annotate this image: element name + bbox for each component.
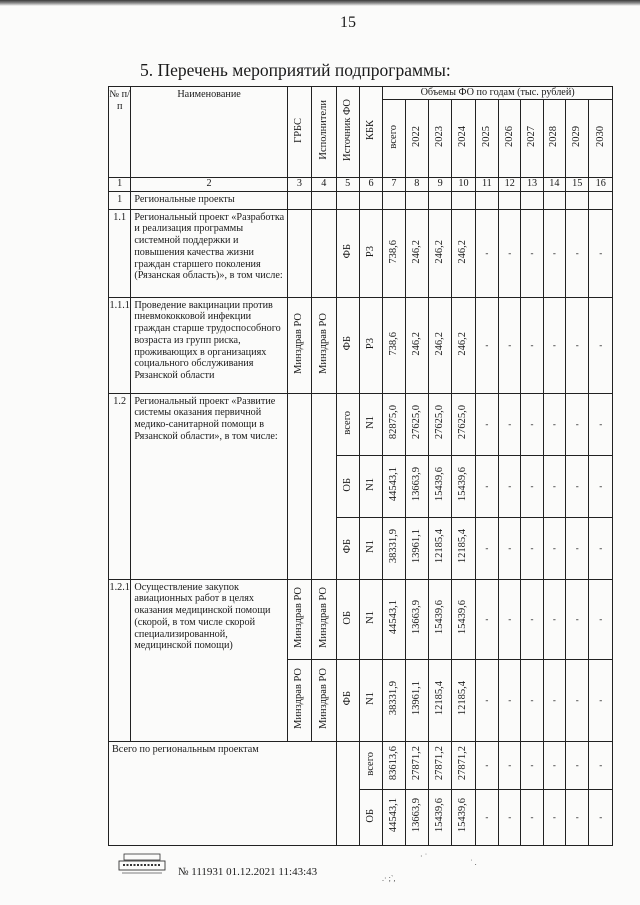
header-year: 2030 [594,125,606,147]
table-row [109,209,613,297]
empty-value: - [499,297,521,393]
value-2023: 15439,6 [434,600,446,635]
registry-stamp-icon [118,852,166,876]
table-row-total [109,741,613,789]
table-row [109,297,613,393]
empty-value: - [521,297,543,393]
grbs-cell: Минздрав РО [293,586,305,648]
empty-value: - [499,579,521,659]
col-number: 14 [543,177,565,191]
col-number: 5 [336,177,359,191]
value-total: 38331,9 [387,681,399,716]
table-row [109,579,613,659]
empty-value: - [499,741,521,789]
empty-value: - [589,741,613,789]
total-label: Всего по региональным проектам [109,741,337,845]
col-number: 1 [109,177,131,191]
value-2023: 246,2 [434,331,446,356]
scan-noise: ˙ . [470,858,477,867]
value-2024: 12185,4 [457,529,469,564]
empty-value: - [475,297,498,393]
value-2024: 12185,4 [457,681,469,716]
source-cell: всего [341,410,353,435]
empty-value: - [499,789,521,845]
empty-value: - [521,789,543,845]
col-number: 12 [499,177,521,191]
header-ispolniteli: Исполнители [317,100,329,160]
col-number: 2 [131,177,287,191]
header-year: 2028 [548,125,560,147]
empty-value: - [589,297,613,393]
empty-value: - [566,455,589,517]
empty-value: - [566,789,589,845]
empty-value: - [521,455,543,517]
value-total: 83613,6 [387,746,399,781]
row-number: 1.2 [109,393,131,579]
measures-table [108,86,613,846]
value-total: 44543,1 [387,600,399,635]
empty-value: - [543,659,565,741]
col-number: 6 [359,177,382,191]
col-number: 3 [287,177,311,191]
value-total: 738,6 [387,239,399,264]
empty-value: - [589,455,613,517]
empty-value: - [521,517,543,579]
empty-value: - [521,209,543,297]
empty-value: - [589,579,613,659]
source-cell: ОБ [341,610,353,625]
document-registration-number: № 111931 01.12.2021 11:43:43 [178,866,318,878]
empty-value: - [566,741,589,789]
col-number: 13 [521,177,543,191]
header-year: 2024 [457,125,469,147]
empty-value: - [499,517,521,579]
value-2024: 246,2 [457,331,469,356]
source-cell: ФБ [341,244,353,259]
value-total: 44543,1 [387,798,399,833]
table-row [109,393,613,455]
kbk-cell: N1 [365,539,377,553]
kbk-cell: P3 [365,337,377,349]
kbk-cell: N1 [365,477,377,491]
value-2022: 246,2 [410,239,422,264]
header-grbs: ГРБС [293,117,305,143]
empty-value: - [521,741,543,789]
value-2024: 27871,2 [457,746,469,781]
value-total: 44543,1 [387,467,399,502]
col-number: 10 [452,177,475,191]
empty-value: - [543,393,565,455]
header-year: 2029 [571,125,583,147]
empty-value: - [543,517,565,579]
empty-value: - [589,659,613,741]
value-2023: 15439,6 [434,467,446,502]
row-number: 1 [109,191,131,209]
empty-value: - [475,741,498,789]
header-year: 2025 [480,125,492,147]
value-2024: 15439,6 [457,467,469,502]
empty-value: - [543,741,565,789]
grbs-cell: Минздрав РО [293,312,305,374]
empty-value: - [566,579,589,659]
header-kbk: КБК [365,119,377,141]
kbk-cell: N1 [365,691,377,705]
empty-value: - [543,297,565,393]
page-number: 15 [340,14,356,31]
empty-value: - [566,517,589,579]
value-2024: 15439,6 [457,798,469,833]
value-2024: 27625,0 [457,405,469,440]
header-volumes: Объемы ФО по годам (тыс. рублей) [383,87,613,100]
source-cell: ОБ [365,808,377,823]
header-year: 2026 [503,125,515,147]
scan-top-edge [0,0,640,6]
empty-value: - [499,393,521,455]
value-2022: 13663,9 [410,467,422,502]
grbs-cell: Минздрав РО [293,667,305,729]
empty-value: - [521,659,543,741]
empty-value: - [566,659,589,741]
value-2022: 13961,1 [410,529,422,564]
empty-value: - [589,517,613,579]
source-cell: ФБ [341,336,353,351]
ispolnitel-cell: Минздрав РО [317,667,329,729]
value-2023: 12185,4 [434,681,446,716]
section-title: 5. Перечень мероприятий подпрограммы: [140,60,451,80]
empty-value: - [475,579,498,659]
column-numbers-row [109,177,613,191]
value-2022: 27625,0 [410,405,422,440]
row-number: 1.2.1 [109,579,131,741]
table-row [109,191,613,209]
value-2023: 12185,4 [434,529,446,564]
col-number: 16 [589,177,613,191]
header-no: № п/п [109,87,131,178]
value-2023: 27625,0 [434,405,446,440]
value-2022: 13663,9 [410,600,422,635]
col-number: 8 [405,177,428,191]
scan-noise: .· ;ˋ, [382,874,396,883]
empty-value: - [543,455,565,517]
header-name: Наименование [131,87,287,178]
value-total: 82875,0 [387,405,399,440]
ispolnitel-cell: Минздрав РО [317,586,329,648]
empty-value: - [589,393,613,455]
empty-value: - [475,209,498,297]
empty-value: - [543,209,565,297]
row-name: Региональные проекты [131,191,287,209]
empty-value: - [566,297,589,393]
kbk-cell: P3 [365,245,377,257]
value-2023: 15439,6 [434,798,446,833]
row-number: 1.1.1 [109,297,131,393]
empty-value: - [521,579,543,659]
header-row [109,87,613,100]
empty-value: - [475,393,498,455]
col-number: 11 [475,177,498,191]
source-cell: ФБ [341,691,353,706]
empty-value: - [475,659,498,741]
empty-value: - [475,517,498,579]
empty-value: - [566,209,589,297]
header-year: 2027 [526,125,538,147]
value-2022: 13961,1 [410,681,422,716]
row-name: Региональный проект «Разработка и реализация программы системной поддержки и повышения качества жизни граждан старшего поколения (Рязанская область)», в том числе: [131,209,287,297]
empty-value: - [499,455,521,517]
empty-value: - [475,789,498,845]
source-cell: ОБ [341,477,353,492]
value-total: 738,6 [387,331,399,356]
value-2023: 27871,2 [434,746,446,781]
col-number: 15 [566,177,589,191]
empty-value: - [499,209,521,297]
empty-value: - [543,579,565,659]
col-number: 7 [383,177,405,191]
value-2022: 246,2 [410,331,422,356]
col-number: 4 [312,177,336,191]
header-year: 2023 [434,125,446,147]
source-cell: ФБ [341,539,353,554]
value-2023: 246,2 [434,239,446,264]
value-2024: 246,2 [457,239,469,264]
empty-value: - [589,789,613,845]
empty-value: - [521,393,543,455]
ispolnitel-cell: Минздрав РО [317,312,329,374]
kbk-cell: N1 [365,610,377,624]
source-cell: всего [365,751,377,776]
row-name: Осуществление закупок авиационных работ в целях оказания медицинской помощи (скорой, в том числе скорой специализированной, медицинской помощи) [131,579,287,741]
scan-noise: · ˙ [420,852,428,861]
header-total: всего [387,124,399,149]
kbk-cell: N1 [365,415,377,429]
empty-value: - [499,659,521,741]
empty-value: - [566,393,589,455]
row-name: Региональный проект «Развитие системы оказания первичной медико-санитарной помощи в Рязанской области», в том числе: [131,393,287,579]
value-2022: 27871,2 [410,746,422,781]
header-source: Источник ФО [341,99,353,161]
value-total: 38331,9 [387,529,399,564]
empty-value: - [543,789,565,845]
row-number: 1.1 [109,209,131,297]
value-2024: 15439,6 [457,600,469,635]
header-year: 2022 [410,125,422,147]
col-number: 9 [428,177,451,191]
row-name: Проведение вакцинации против пневмококковой инфекции граждан старше трудоспособного возраста из групп риска, проживающих в организациях социального обслуживания Рязанской области [131,297,287,393]
empty-value: - [475,455,498,517]
value-2022: 13663,9 [410,798,422,833]
empty-value: - [589,209,613,297]
